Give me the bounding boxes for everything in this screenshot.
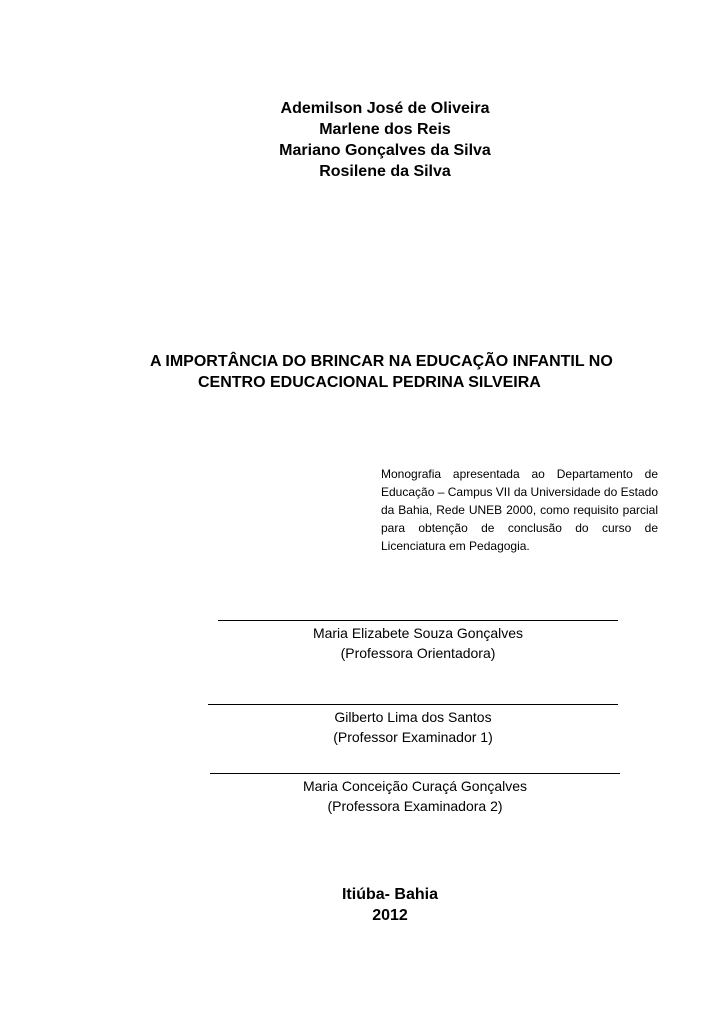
footer-location: Itiúba- Bahia: [341, 886, 438, 903]
signature-block-examiner-1: [208, 704, 618, 747]
author-list: [230, 98, 540, 182]
signatory-role: (Professora Orientadora): [340, 645, 496, 661]
document-title: [150, 351, 690, 393]
document-footer: [250, 884, 530, 926]
signature-line: [210, 773, 620, 774]
signatory-name: Maria Elizabete Souza Gonçalves: [312, 625, 524, 641]
author-name: Marlene dos Reis: [319, 121, 451, 138]
signatory-role: (Professor Examinador 1): [333, 729, 493, 745]
footer-year: 2012: [372, 907, 408, 924]
title-line-1: A IMPORTÂNCIA DO BRINCAR NA EDUCAÇÃO INFANTIL NO: [150, 353, 613, 370]
signature-block-examiner-2: [210, 773, 620, 816]
signatory-role: (Professora Examinadora 2): [327, 798, 503, 814]
signatory-name: Maria Conceição Curaçá Gonçalves: [302, 778, 528, 794]
signatory-name: Gilberto Lima dos Santos: [334, 709, 492, 725]
signature-line: [218, 620, 618, 621]
author-name: Mariano Gonçalves da Silva: [279, 142, 491, 159]
signature-line: [208, 704, 618, 705]
abstract-paragraph: Monografia apresentada ao Departamento de Educação – Campus VII da Universidade do Estado da Bahia, Rede UNEB 2000, como requisito parcial para obtenção de conclusão do curso de Licenciatura em Pedagogia.: [381, 467, 658, 553]
author-name: Rosilene da Silva: [319, 163, 451, 180]
author-name: Ademilson José de Oliveira: [280, 100, 490, 117]
title-line-2: CENTRO EDUCACIONAL PEDRINA SILVEIRA: [198, 374, 541, 391]
signature-block-advisor: [218, 620, 618, 663]
